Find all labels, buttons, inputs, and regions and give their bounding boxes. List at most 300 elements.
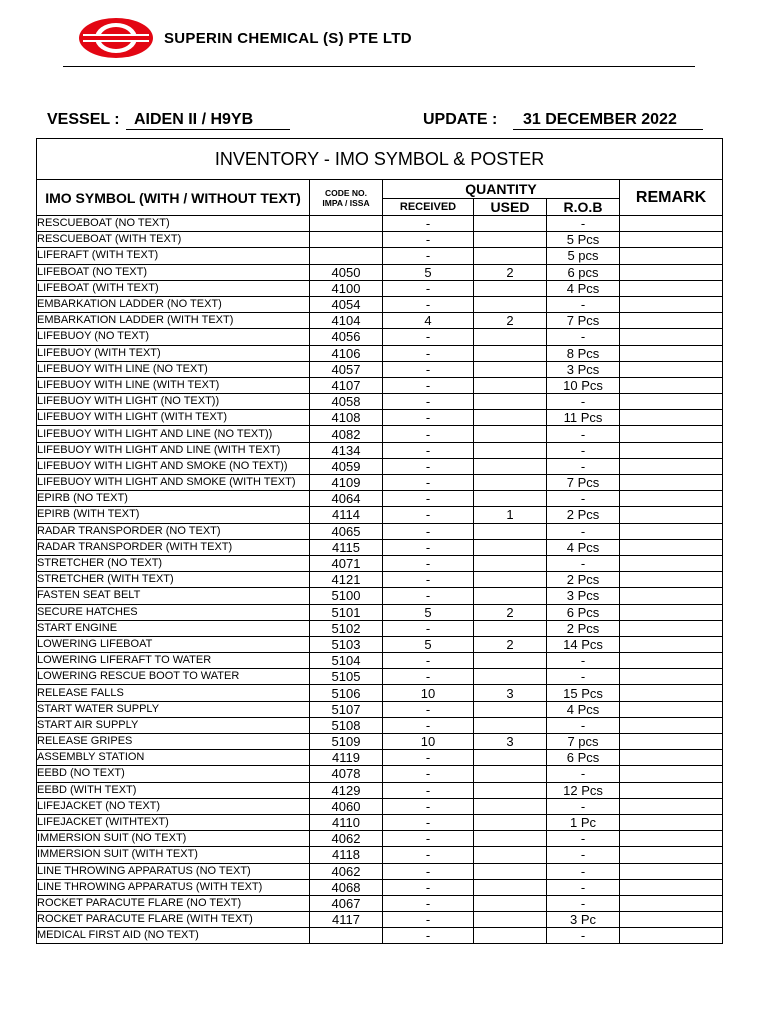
- cell-used: [474, 523, 547, 539]
- cell-rob: -: [547, 491, 620, 507]
- cell-remark: [620, 442, 723, 458]
- table-row: [37, 296, 723, 312]
- cell-used: [474, 458, 547, 474]
- cell-remark: [620, 232, 723, 248]
- cell-used: [474, 620, 547, 636]
- cell-received: -: [383, 895, 474, 911]
- cell-remark: [620, 895, 723, 911]
- cell-remark: [620, 216, 723, 232]
- cell-rob: 6 Pcs: [547, 750, 620, 766]
- cell-used: [474, 588, 547, 604]
- cell-used: [474, 863, 547, 879]
- table-row: [37, 928, 723, 944]
- table-row: [37, 798, 723, 814]
- cell-remark: [620, 555, 723, 571]
- cell-used: [474, 750, 547, 766]
- cell-rob: -: [547, 879, 620, 895]
- cell-received: -: [383, 248, 474, 264]
- cell-symbol-name: EMBARKATION LADDER (NO TEXT): [37, 296, 310, 312]
- cell-received: -: [383, 620, 474, 636]
- cell-rob: -: [547, 394, 620, 410]
- cell-remark: [620, 361, 723, 377]
- cell-rob: -: [547, 798, 620, 814]
- cell-code: 4071: [310, 555, 383, 571]
- cell-received: -: [383, 669, 474, 685]
- cell-received: 5: [383, 264, 474, 280]
- cell-code: 4057: [310, 361, 383, 377]
- cell-used: 2: [474, 636, 547, 652]
- cell-used: [474, 410, 547, 426]
- cell-remark: [620, 766, 723, 782]
- cell-used: [474, 782, 547, 798]
- cell-used: [474, 377, 547, 393]
- table-row: [37, 831, 723, 847]
- cell-remark: [620, 329, 723, 345]
- vessel-label: VESSEL :: [47, 111, 120, 128]
- cell-used: [474, 491, 547, 507]
- table-row: [37, 377, 723, 393]
- cell-used: [474, 928, 547, 944]
- table-row: [37, 491, 723, 507]
- cell-used: [474, 717, 547, 733]
- cell-remark: [620, 523, 723, 539]
- table-row: [37, 750, 723, 766]
- cell-symbol-name: START AIR SUPPLY: [37, 717, 310, 733]
- cell-remark: [620, 280, 723, 296]
- cell-rob: -: [547, 863, 620, 879]
- cell-code: 4082: [310, 426, 383, 442]
- cell-symbol-name: RELEASE FALLS: [37, 685, 310, 701]
- cell-used: [474, 296, 547, 312]
- table-row: [37, 847, 723, 863]
- update-label: UPDATE :: [423, 111, 498, 128]
- cell-rob: 1 Pc: [547, 814, 620, 830]
- cell-rob: -: [547, 296, 620, 312]
- cell-remark: [620, 572, 723, 588]
- cell-symbol-name: MEDICAL FIRST AID (NO TEXT): [37, 928, 310, 944]
- cell-received: 10: [383, 734, 474, 750]
- inventory-table: [36, 138, 723, 944]
- cell-rob: -: [547, 895, 620, 911]
- cell-code: 4078: [310, 766, 383, 782]
- cell-used: [474, 442, 547, 458]
- cell-code: 5102: [310, 620, 383, 636]
- cell-rob: 6 Pcs: [547, 604, 620, 620]
- cell-rob: -: [547, 555, 620, 571]
- cell-symbol-name: START ENGINE: [37, 620, 310, 636]
- cell-received: -: [383, 329, 474, 345]
- cell-received: -: [383, 410, 474, 426]
- cell-symbol-name: LINE THROWING APPARATUS (NO TEXT): [37, 863, 310, 879]
- table-row: [37, 685, 723, 701]
- cell-remark: [620, 912, 723, 928]
- cell-remark: [620, 475, 723, 491]
- cell-rob: 6 pcs: [547, 264, 620, 280]
- cell-rob: -: [547, 458, 620, 474]
- cell-symbol-name: EEBD (WITH TEXT): [37, 782, 310, 798]
- cell-symbol-name: LOWERING LIFEBOAT: [37, 636, 310, 652]
- table-row: [37, 572, 723, 588]
- cell-used: [474, 280, 547, 296]
- header-imo-symbol: IMO SYMBOL (WITH / WITHOUT TEXT): [37, 180, 310, 216]
- table-row: [37, 426, 723, 442]
- cell-code: 4109: [310, 475, 383, 491]
- table-row: [37, 410, 723, 426]
- cell-symbol-name: LIFEBUOY WITH LIGHT (NO TEXT)): [37, 394, 310, 410]
- cell-remark: [620, 296, 723, 312]
- cell-used: [474, 539, 547, 555]
- cell-remark: [620, 750, 723, 766]
- table-row: [37, 604, 723, 620]
- cell-remark: [620, 491, 723, 507]
- cell-symbol-name: RESCUEBOAT (WITH TEXT): [37, 232, 310, 248]
- cell-symbol-name: LIFEBUOY WITH LINE (NO TEXT): [37, 361, 310, 377]
- cell-rob: 2 Pcs: [547, 572, 620, 588]
- table-row: [37, 361, 723, 377]
- cell-rob: 4 Pcs: [547, 280, 620, 296]
- cell-remark: [620, 879, 723, 895]
- cell-rob: -: [547, 329, 620, 345]
- cell-code: [310, 216, 383, 232]
- cell-rob: 2 Pcs: [547, 507, 620, 523]
- cell-symbol-name: EPIRB (NO TEXT): [37, 491, 310, 507]
- cell-code: 4108: [310, 410, 383, 426]
- cell-rob: -: [547, 442, 620, 458]
- cell-symbol-name: START WATER SUPPLY: [37, 701, 310, 717]
- cell-rob: -: [547, 669, 620, 685]
- cell-received: -: [383, 394, 474, 410]
- cell-remark: [620, 313, 723, 329]
- cell-code: 5109: [310, 734, 383, 750]
- table-row: [37, 345, 723, 361]
- cell-used: [474, 912, 547, 928]
- cell-code: 4119: [310, 750, 383, 766]
- company-name: SUPERIN CHEMICAL (S) PTE LTD: [164, 30, 412, 47]
- cell-used: [474, 701, 547, 717]
- cell-received: -: [383, 426, 474, 442]
- cell-code: 5104: [310, 653, 383, 669]
- cell-symbol-name: RESCUEBOAT (NO TEXT): [37, 216, 310, 232]
- cell-symbol-name: LIFEBOAT (NO TEXT): [37, 264, 310, 280]
- cell-symbol-name: LIFEBUOY (NO TEXT): [37, 329, 310, 345]
- cell-rob: -: [547, 426, 620, 442]
- cell-code: 4067: [310, 895, 383, 911]
- cell-symbol-name: LINE THROWING APPARATUS (WITH TEXT): [37, 879, 310, 895]
- table-row: [37, 653, 723, 669]
- cell-code: 4060: [310, 798, 383, 814]
- cell-used: 3: [474, 734, 547, 750]
- cell-symbol-name: FASTEN SEAT BELT: [37, 588, 310, 604]
- cell-remark: [620, 410, 723, 426]
- cell-symbol-name: ROCKET PARACUTE FLARE (WITH TEXT): [37, 912, 310, 928]
- cell-rob: 8 Pcs: [547, 345, 620, 361]
- cell-code: 4058: [310, 394, 383, 410]
- cell-code: 4118: [310, 847, 383, 863]
- cell-used: [474, 814, 547, 830]
- cell-used: [474, 766, 547, 782]
- cell-received: -: [383, 701, 474, 717]
- cell-received: -: [383, 361, 474, 377]
- cell-remark: [620, 264, 723, 280]
- cell-rob: -: [547, 523, 620, 539]
- cell-code: [310, 248, 383, 264]
- header-received: RECEIVED: [383, 199, 474, 216]
- cell-code: 4050: [310, 264, 383, 280]
- cell-received: 4: [383, 313, 474, 329]
- header-quantity: QUANTITY: [383, 180, 620, 199]
- cell-code: [310, 232, 383, 248]
- table-row: [37, 879, 723, 895]
- cell-used: [474, 361, 547, 377]
- cell-used: 2: [474, 264, 547, 280]
- cell-received: -: [383, 491, 474, 507]
- table-row: [37, 814, 723, 830]
- cell-rob: 3 Pcs: [547, 588, 620, 604]
- cell-rob: 7 pcs: [547, 734, 620, 750]
- cell-symbol-name: STRETCHER (WITH TEXT): [37, 572, 310, 588]
- cell-received: -: [383, 232, 474, 248]
- cell-symbol-name: RADAR TRANSPORDER (NO TEXT): [37, 523, 310, 539]
- table-row: [37, 912, 723, 928]
- cell-received: -: [383, 831, 474, 847]
- cell-received: -: [383, 717, 474, 733]
- cell-remark: [620, 653, 723, 669]
- cell-rob: 7 Pcs: [547, 475, 620, 491]
- cell-symbol-name: LOWERING RESCUE BOOT TO WATER: [37, 669, 310, 685]
- cell-remark: [620, 248, 723, 264]
- cell-received: -: [383, 345, 474, 361]
- cell-rob: 14 Pcs: [547, 636, 620, 652]
- cell-received: -: [383, 879, 474, 895]
- cell-used: [474, 895, 547, 911]
- table-row: [37, 329, 723, 345]
- cell-remark: [620, 814, 723, 830]
- table-row: [37, 313, 723, 329]
- cell-remark: [620, 831, 723, 847]
- cell-symbol-name: LIFEJACKET (WITHTEXT): [37, 814, 310, 830]
- cell-used: [474, 329, 547, 345]
- cell-symbol-name: LIFEBUOY WITH LIGHT AND SMOKE (WITH TEXT): [37, 475, 310, 491]
- cell-received: -: [383, 653, 474, 669]
- cell-code: 4117: [310, 912, 383, 928]
- cell-symbol-name: RELEASE GRIPES: [37, 734, 310, 750]
- cell-received: -: [383, 588, 474, 604]
- cell-used: [474, 669, 547, 685]
- table-row: [37, 895, 723, 911]
- cell-rob: 5 Pcs: [547, 232, 620, 248]
- cell-rob: 15 Pcs: [547, 685, 620, 701]
- cell-used: 2: [474, 604, 547, 620]
- cell-rob: 3 Pc: [547, 912, 620, 928]
- cell-used: [474, 426, 547, 442]
- cell-remark: [620, 717, 723, 733]
- cell-code: 4062: [310, 863, 383, 879]
- cell-remark: [620, 669, 723, 685]
- cell-code: 5106: [310, 685, 383, 701]
- table-row: [37, 507, 723, 523]
- cell-received: -: [383, 507, 474, 523]
- update-value: 31 DECEMBER 2022: [513, 111, 703, 130]
- cell-received: -: [383, 814, 474, 830]
- cell-symbol-name: LIFEJACKET (NO TEXT): [37, 798, 310, 814]
- cell-rob: -: [547, 216, 620, 232]
- cell-code: [310, 928, 383, 944]
- cell-used: [474, 248, 547, 264]
- table-row: [37, 539, 723, 555]
- cell-code: 4110: [310, 814, 383, 830]
- cell-code: 4129: [310, 782, 383, 798]
- cell-remark: [620, 620, 723, 636]
- header-used: USED: [474, 199, 547, 216]
- header-rob: R.O.B: [547, 199, 620, 216]
- cell-rob: -: [547, 928, 620, 944]
- cell-remark: [620, 636, 723, 652]
- cell-received: -: [383, 750, 474, 766]
- cell-code: 4062: [310, 831, 383, 847]
- cell-symbol-name: EPIRB (WITH TEXT): [37, 507, 310, 523]
- table-row: [37, 669, 723, 685]
- cell-remark: [620, 458, 723, 474]
- superin-logo-icon: [78, 17, 154, 59]
- header-code-line1: CODE NO.: [324, 187, 368, 198]
- cell-received: -: [383, 912, 474, 928]
- vessel-value: AIDEN II / H9YB: [126, 111, 290, 130]
- cell-rob: -: [547, 766, 620, 782]
- cell-code: 4134: [310, 442, 383, 458]
- cell-symbol-name: LIFEBUOY WITH LIGHT (WITH TEXT): [37, 410, 310, 426]
- cell-used: 3: [474, 685, 547, 701]
- cell-received: -: [383, 572, 474, 588]
- cell-rob: 11 Pcs: [547, 410, 620, 426]
- table-row: [37, 216, 723, 232]
- table-row: [37, 636, 723, 652]
- cell-remark: [620, 782, 723, 798]
- table-row: [37, 734, 723, 750]
- cell-used: [474, 798, 547, 814]
- cell-received: -: [383, 296, 474, 312]
- cell-code: 4106: [310, 345, 383, 361]
- cell-received: -: [383, 928, 474, 944]
- cell-remark: [620, 588, 723, 604]
- cell-rob: -: [547, 653, 620, 669]
- cell-symbol-name: ROCKET PARACUTE FLARE (NO TEXT): [37, 895, 310, 911]
- cell-symbol-name: LIFEBUOY WITH LIGHT AND LINE (NO TEXT)): [37, 426, 310, 442]
- cell-code: 4121: [310, 572, 383, 588]
- cell-received: -: [383, 475, 474, 491]
- cell-symbol-name: EMBARKATION LADDER (WITH TEXT): [37, 313, 310, 329]
- cell-received: -: [383, 442, 474, 458]
- cell-remark: [620, 426, 723, 442]
- cell-code: 4068: [310, 879, 383, 895]
- cell-used: [474, 847, 547, 863]
- cell-symbol-name: SECURE HATCHES: [37, 604, 310, 620]
- cell-used: [474, 475, 547, 491]
- cell-received: 5: [383, 636, 474, 652]
- table-row: [37, 782, 723, 798]
- cell-used: [474, 394, 547, 410]
- cell-code: 5105: [310, 669, 383, 685]
- table-row: [37, 442, 723, 458]
- cell-rob: 3 Pcs: [547, 361, 620, 377]
- cell-received: -: [383, 377, 474, 393]
- cell-code: 5107: [310, 701, 383, 717]
- header-code-no: [310, 180, 383, 216]
- cell-used: [474, 232, 547, 248]
- table-row: [37, 248, 723, 264]
- cell-received: -: [383, 798, 474, 814]
- cell-symbol-name: EEBD (NO TEXT): [37, 766, 310, 782]
- cell-code: 5103: [310, 636, 383, 652]
- cell-symbol-name: LOWERING LIFERAFT TO WATER: [37, 653, 310, 669]
- cell-symbol-name: LIFEBUOY WITH LIGHT AND SMOKE (NO TEXT)): [37, 458, 310, 474]
- cell-remark: [620, 847, 723, 863]
- cell-rob: 4 Pcs: [547, 701, 620, 717]
- cell-rob: -: [547, 717, 620, 733]
- cell-symbol-name: ASSEMBLY STATION: [37, 750, 310, 766]
- cell-symbol-name: IMMERSION SUIT (WITH TEXT): [37, 847, 310, 863]
- cell-rob: -: [547, 847, 620, 863]
- header-divider: [63, 66, 695, 67]
- cell-code: 5108: [310, 717, 383, 733]
- cell-used: [474, 345, 547, 361]
- cell-used: [474, 555, 547, 571]
- table-row: [37, 458, 723, 474]
- cell-rob: -: [547, 831, 620, 847]
- cell-code: 4054: [310, 296, 383, 312]
- cell-remark: [620, 701, 723, 717]
- cell-used: [474, 216, 547, 232]
- cell-remark: [620, 798, 723, 814]
- cell-used: [474, 831, 547, 847]
- cell-remark: [620, 507, 723, 523]
- cell-remark: [620, 928, 723, 944]
- cell-symbol-name: LIFEBUOY (WITH TEXT): [37, 345, 310, 361]
- cell-code: 5101: [310, 604, 383, 620]
- cell-code: 4107: [310, 377, 383, 393]
- table-row: [37, 394, 723, 410]
- cell-received: -: [383, 280, 474, 296]
- table-row: [37, 701, 723, 717]
- cell-received: -: [383, 458, 474, 474]
- table-title: INVENTORY - IMO SYMBOL & POSTER: [37, 139, 723, 180]
- cell-received: -: [383, 863, 474, 879]
- cell-remark: [620, 734, 723, 750]
- cell-code: 4100: [310, 280, 383, 296]
- cell-received: -: [383, 523, 474, 539]
- cell-code: 4065: [310, 523, 383, 539]
- cell-used: [474, 572, 547, 588]
- header-remark: REMARK: [620, 180, 723, 216]
- table-row: [37, 264, 723, 280]
- cell-rob: 4 Pcs: [547, 539, 620, 555]
- cell-remark: [620, 539, 723, 555]
- table-row: [37, 863, 723, 879]
- cell-received: 5: [383, 604, 474, 620]
- cell-used: 2: [474, 313, 547, 329]
- cell-symbol-name: LIFEBOAT (WITH TEXT): [37, 280, 310, 296]
- cell-remark: [620, 685, 723, 701]
- cell-received: -: [383, 539, 474, 555]
- cell-code: 4064: [310, 491, 383, 507]
- cell-received: 10: [383, 685, 474, 701]
- cell-received: -: [383, 847, 474, 863]
- cell-rob: 10 Pcs: [547, 377, 620, 393]
- cell-symbol-name: RADAR TRANSPORDER (WITH TEXT): [37, 539, 310, 555]
- table-row: [37, 475, 723, 491]
- cell-code: 4114: [310, 507, 383, 523]
- cell-remark: [620, 863, 723, 879]
- cell-received: -: [383, 555, 474, 571]
